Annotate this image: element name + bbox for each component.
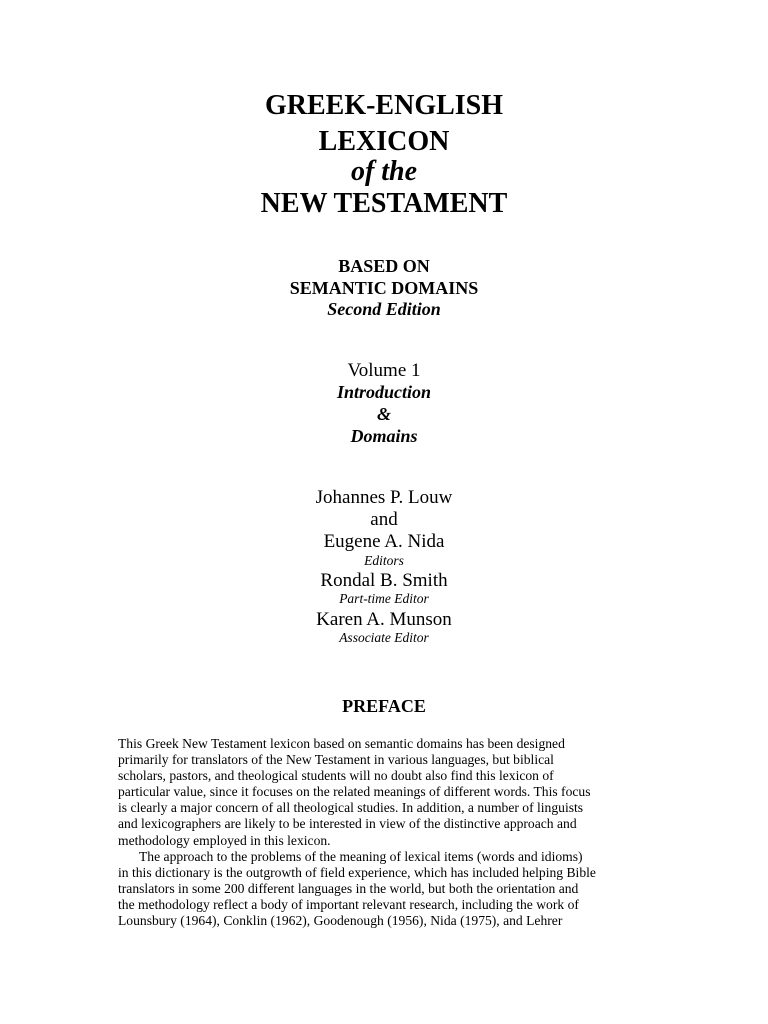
editor-name-1: Johannes P. Louw	[315, 487, 453, 508]
preface-line: The approach to the problems of the meaning of lexical items (words and idioms)	[139, 848, 583, 864]
editor-role-2: Part-time Editor	[339, 591, 429, 606]
preface-line: primarily for translators of the New Testament in various languages, but biblical	[118, 752, 554, 768]
subtitle-line-2: SEMANTIC DOMAINS	[289, 278, 479, 298]
title-line-4: NEW TESTAMENT	[260, 188, 508, 219]
preface-body	[118, 736, 638, 929]
preface-heading: PREFACE	[342, 696, 426, 716]
subtitle-line-1: BASED ON	[338, 256, 430, 276]
volume-part-1: Introduction	[336, 382, 432, 402]
editor-role-3: Associate Editor	[339, 630, 429, 645]
volume-ampersand: &	[376, 404, 391, 424]
editor-role-1: Editors	[364, 553, 404, 568]
preface-line: Lounsbury (1964), Conklin (1962), Goodenough (1956), Nida (1975), and Lehrer	[118, 913, 563, 929]
preface-line: is clearly a major concern of all theological studies. In addition, a number of linguists	[118, 800, 584, 816]
preface-line: This Greek New Testament lexicon based on semantic domains has been designed	[118, 736, 565, 751]
editor-and: and	[370, 509, 398, 530]
preface-line: particular value, since it focuses on the related meanings of different words. This focus	[118, 784, 591, 800]
preface-line: and lexicographers are likely to be interested in view of the distinctive approach and	[118, 816, 577, 832]
preface-line: in this dictionary is the outgrowth of field experience, which has included helping Bible	[118, 864, 596, 880]
editor-name-2: Eugene A. Nida	[323, 531, 445, 552]
preface-line: translators in some 200 different languages in the world, but both the orientation and	[118, 880, 579, 896]
editor-name-3: Rondal B. Smith	[320, 570, 448, 591]
title-line-2: LEXICON	[318, 126, 450, 157]
preface-line: scholars, pastors, and theological students will no doubt also find this lexicon of	[118, 768, 554, 784]
preface-line: methodology employed in this lexicon.	[118, 832, 331, 848]
edition-label: Second Edition	[327, 299, 441, 319]
title-line-1: GREEK-ENGLISH	[264, 90, 504, 121]
volume-part-2: Domains	[350, 426, 418, 446]
preface-line: the methodology reflect a body of important relevant research, including the work of	[118, 896, 579, 912]
volume-label: Volume 1	[347, 360, 421, 381]
editor-name-4: Karen A. Munson	[316, 609, 452, 630]
title-line-3: of the	[350, 156, 418, 187]
